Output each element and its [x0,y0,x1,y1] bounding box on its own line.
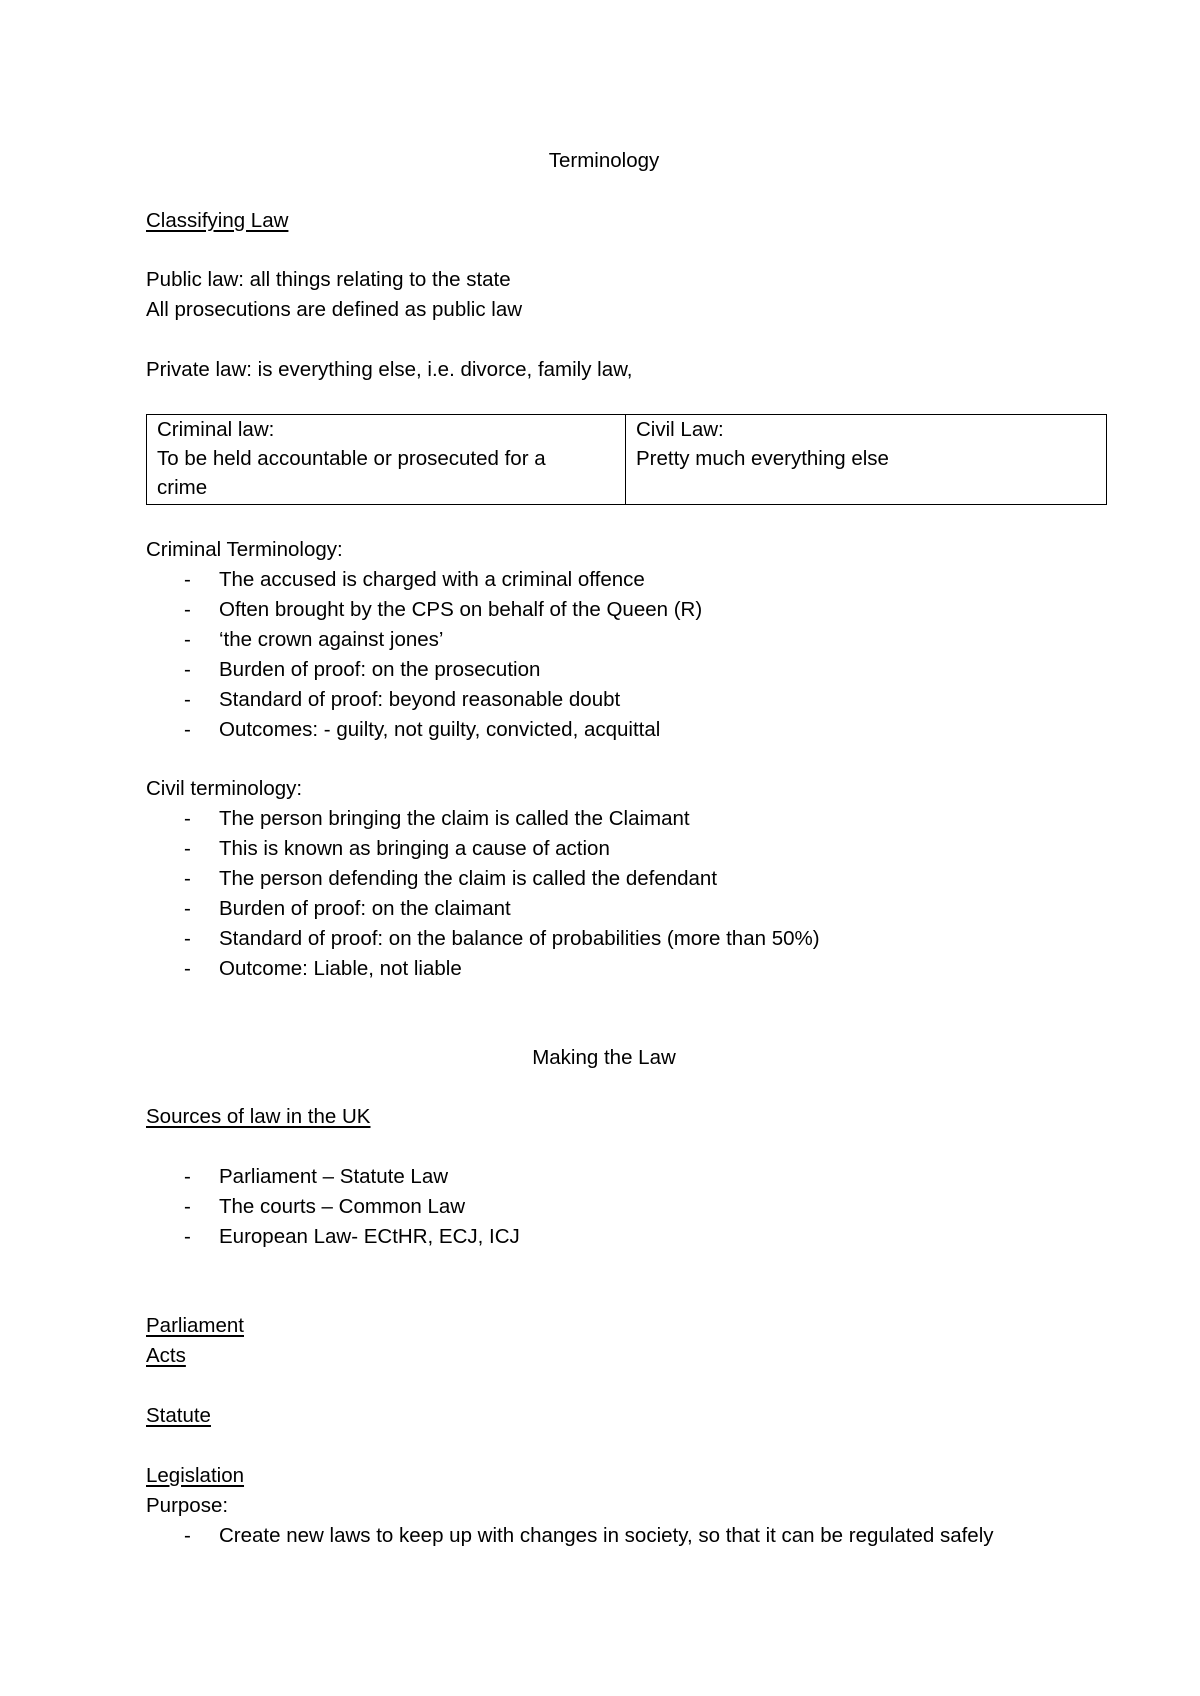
section-title-making-the-law: Making the Law [532,1046,676,1069]
list-item: Burden of proof: on the prosecution [219,658,541,681]
list-item: The person defending the claim is called the defendant [219,867,718,890]
list-bullet: - [184,927,191,950]
list-item: The accused is charged with a criminal offence [219,568,645,591]
list-item: This is known as bringing a cause of action [219,837,610,860]
list-item: Burden of proof: on the claimant [219,897,511,920]
heading-sources-of-law: Sources of law in the UK [146,1105,371,1128]
criminal-law-desc-1: To be held accountable or prosecuted for a [157,447,546,470]
list-item: Often brought by the CPS on behalf of the Queen (R) [219,598,703,621]
list-item: Outcomes: - guilty, not guilty, convicted, acquittal [219,718,661,741]
criminal-terminology-heading: Criminal Terminology: [146,538,343,561]
list-item: ‘the crown against jones’ [219,628,444,651]
public-law-line-1: Public law: all things relating to the state [146,268,511,291]
heading-parliament: Parliament [146,1314,244,1337]
list-bullet: - [184,897,191,920]
list-item: The courts – Common Law [219,1195,466,1218]
list-bullet: - [184,1524,191,1547]
list-bullet: - [184,1225,191,1248]
civil-law-cell [626,415,1107,505]
list-bullet: - [184,837,191,860]
public-law-line-2: All prosecutions are defined as public law [146,298,523,321]
list-item: Standard of proof: on the balance of probabilities (more than 50%) [219,927,820,950]
list-bullet: - [184,658,191,681]
list-bullet: - [184,688,191,711]
heading-acts: Acts [146,1344,186,1367]
list-item: Standard of proof: beyond reasonable doubt [219,688,621,711]
heading-classifying-law: Classifying Law [146,209,289,232]
list-item: European Law- ECtHR, ECJ, ICJ [219,1225,520,1248]
criminal-law-header: Criminal law: [157,418,275,441]
heading-legislation: Legislation [146,1464,245,1487]
list-item: Create new laws to keep up with changes in society, so that it can be regulated safely [219,1524,994,1547]
section-title-terminology: Terminology [548,149,660,172]
list-bullet: - [184,718,191,741]
criminal-law-desc-2: crime [157,476,208,499]
heading-statute: Statute [146,1404,211,1427]
list-bullet: - [184,568,191,591]
criminal-law-cell [147,415,626,505]
civil-law-desc: Pretty much everything else [636,447,889,470]
list-bullet: - [184,867,191,890]
list-bullet: - [184,807,191,830]
list-item: Outcome: Liable, not liable [219,957,462,980]
list-item: The person bringing the claim is called the Claimant [219,807,690,830]
civil-law-header: Civil Law: [636,418,724,441]
list-bullet: - [184,957,191,980]
civil-terminology-heading: Civil terminology: [146,777,303,800]
list-bullet: - [184,1165,191,1188]
list-item: Parliament – Statute Law [219,1165,449,1188]
list-bullet: - [184,598,191,621]
criminal-civil-table [146,414,1107,505]
list-bullet: - [184,1195,191,1218]
list-bullet: - [184,628,191,651]
purpose-label: Purpose: [146,1494,229,1517]
private-law-line: Private law: is everything else, i.e. divorce, family law, [146,358,633,381]
